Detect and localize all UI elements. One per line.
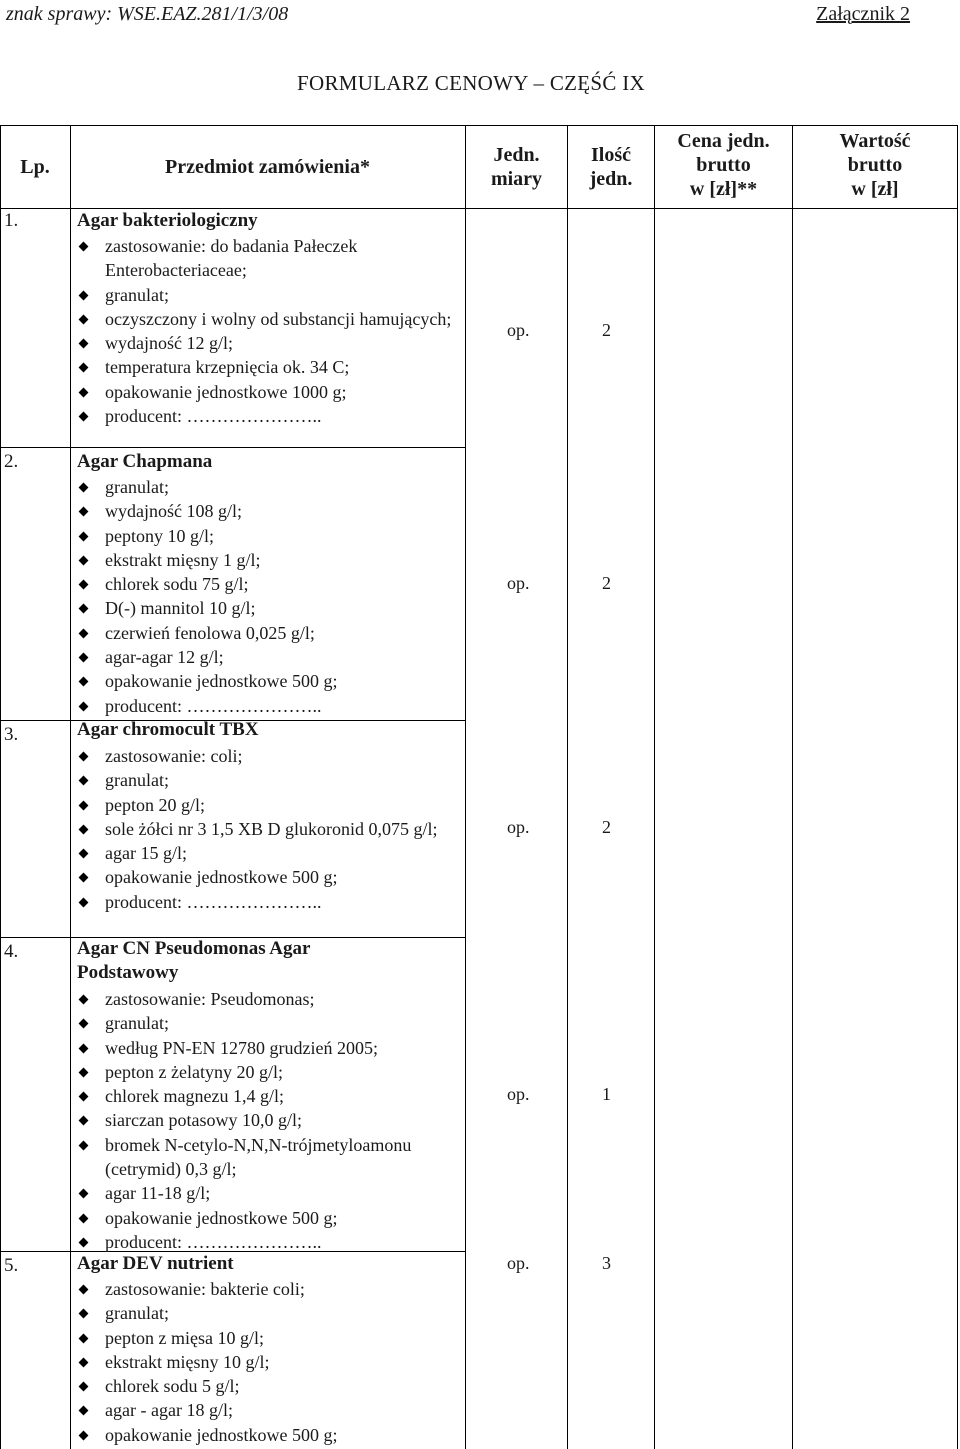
bullet-diamond-icon <box>79 1238 89 1248</box>
item-title: Agar Chapmana <box>77 451 213 472</box>
header-value-line3: w [zł] <box>851 178 899 200</box>
bullet-diamond-icon <box>79 1406 89 1416</box>
bullet-diamond-icon <box>79 339 89 349</box>
spec-item: granulat; <box>78 475 455 499</box>
spec-item: chlorek sodu 5 g/l; <box>78 1374 455 1398</box>
bullet-diamond-icon <box>79 242 89 252</box>
row-number: 1. <box>4 210 19 231</box>
col-divider-qty <box>654 125 655 1449</box>
col-divider-unit <box>567 125 568 1449</box>
bullet-diamond-icon <box>79 483 89 493</box>
spec-item: granulat; <box>78 283 455 307</box>
spec-item: D(-) mannitol 10 g/l; <box>78 596 455 620</box>
spec-item: chlorek sodu 75 g/l; <box>78 572 455 596</box>
header-value-line1: Wartość <box>839 130 911 152</box>
row-number: 4. <box>4 941 19 962</box>
header-price <box>655 129 792 201</box>
bullet-diamond-icon <box>79 1043 89 1053</box>
header-qty-line2: jedn. <box>589 168 633 190</box>
item-spec-list <box>78 1277 455 1447</box>
bullet-diamond-icon <box>79 800 89 810</box>
spec-item: agar - agar 18 g/l; <box>78 1398 455 1422</box>
unit-of-measure: op. <box>507 1253 530 1273</box>
unit-of-measure: op. <box>507 573 530 593</box>
spec-item: opakowanie jednostkowe 500 g; <box>78 1206 455 1230</box>
bullet-diamond-icon <box>79 412 89 422</box>
bullet-diamond-icon <box>79 1430 89 1440</box>
bullet-diamond-icon <box>79 387 89 397</box>
row-number: 5. <box>4 1255 19 1276</box>
header-price-line3: w [zł]** <box>689 178 758 200</box>
bullet-diamond-icon <box>79 677 89 687</box>
header-price-line2: brutto <box>696 154 751 176</box>
spec-item: chlorek magnezu 1,4 g/l; <box>78 1084 455 1108</box>
unit-of-measure: op. <box>507 817 530 837</box>
row-number: 3. <box>4 724 19 745</box>
spec-item: peptony 10 g/l; <box>78 524 455 548</box>
spec-item: granulat; <box>78 1011 455 1035</box>
row-number: 2. <box>4 451 19 472</box>
bullet-diamond-icon <box>79 604 89 614</box>
spec-item: oczyszczony i wolny od substancji hamujących; <box>78 307 455 331</box>
case-reference: znak sprawy: WSE.EAZ.281/1/3/08 <box>6 3 289 25</box>
quantity: 3 <box>602 1253 611 1273</box>
spec-item: zastosowanie: bakterie coli; <box>78 1277 455 1301</box>
bullet-diamond-icon <box>79 995 89 1005</box>
spec-item: producent: ………………….. <box>78 694 455 718</box>
col-divider-left <box>0 125 1 1449</box>
spec-item: opakowanie jednostkowe 500 g; <box>78 865 455 889</box>
item-title-line1: Agar CN Pseudomonas Agar <box>77 938 311 959</box>
spec-item: wydajność 108 g/l; <box>78 499 455 523</box>
spec-item: siarczan potasowy 10,0 g/l; <box>78 1108 455 1132</box>
spec-item: sole żółci nr 3 1,5 XB D glukoronid 0,075 g/l; <box>78 817 455 841</box>
bullet-diamond-icon <box>79 1309 89 1319</box>
spec-item: granulat; <box>78 768 455 792</box>
bullet-diamond-icon <box>79 1140 89 1150</box>
header-price-line1: Cena jedn. <box>677 130 770 152</box>
item-title: Agar chromocult TBX <box>77 719 259 740</box>
table-top-border <box>0 125 958 126</box>
spec-item: ekstrakt mięsny 10 g/l; <box>78 1350 455 1374</box>
col-divider-lp <box>70 125 71 1449</box>
bullet-diamond-icon <box>79 1382 89 1392</box>
spec-item: producent: ………………….. <box>78 890 455 914</box>
quantity: 1 <box>602 1084 611 1104</box>
form-title: FORMULARZ CENOWY – CZĘŚĆ IX <box>297 71 645 95</box>
bullet-diamond-icon <box>79 555 89 565</box>
spec-item: producent: ………………….. <box>78 404 455 428</box>
item-title: Agar bakteriologiczny <box>77 210 258 231</box>
unit-of-measure: op. <box>507 320 530 340</box>
bullet-diamond-icon <box>79 1333 89 1343</box>
header-qty-line1: Ilość <box>591 144 631 166</box>
spec-item: zastosowanie: do badania Pałeczek Enterobacteriaceae; <box>78 234 455 283</box>
item-title-line2: Podstawowy <box>77 962 179 983</box>
quantity: 2 <box>602 573 611 593</box>
bullet-diamond-icon <box>79 1189 89 1199</box>
bullet-diamond-icon <box>79 873 89 883</box>
bullet-diamond-icon <box>79 580 89 590</box>
spec-item: agar-agar 12 g/l; <box>78 645 455 669</box>
bullet-diamond-icon <box>79 507 89 517</box>
bullet-diamond-icon <box>79 1019 89 1029</box>
col-divider-item <box>465 125 466 1449</box>
bullet-diamond-icon <box>79 1285 89 1295</box>
spec-item: pepton z mięsa 10 g/l; <box>78 1326 455 1350</box>
bullet-diamond-icon <box>79 290 89 300</box>
bullet-diamond-icon <box>79 849 89 859</box>
header-unit-line1: Jedn. <box>493 144 540 166</box>
spec-item: agar 11-18 g/l; <box>78 1181 455 1205</box>
bullet-diamond-icon <box>79 1116 89 1126</box>
spec-item: wydajność 12 g/l; <box>78 331 455 355</box>
bullet-diamond-icon <box>79 1213 89 1223</box>
bullet-diamond-icon <box>79 1357 89 1367</box>
header-unit <box>466 143 567 191</box>
col-divider-price <box>792 125 793 1449</box>
header-item: Przedmiot zamówienia* <box>165 156 370 178</box>
header-value <box>793 129 957 201</box>
bullet-diamond-icon <box>79 1092 89 1102</box>
item-spec-list <box>78 475 455 718</box>
spec-item: ekstrakt mięsny 1 g/l; <box>78 548 455 572</box>
header-value-line2: brutto <box>847 154 903 176</box>
bullet-diamond-icon <box>79 653 89 663</box>
spec-item: opakowanie jednostkowe 500 g; <box>78 669 455 693</box>
quantity: 2 <box>602 817 611 837</box>
bullet-diamond-icon <box>79 1067 89 1077</box>
item-spec-list <box>78 234 455 428</box>
spec-item: bromek N-cetylo-N,N,N-trójmetyloamonu (cetrymid) 0,3 g/l; <box>78 1133 455 1182</box>
spec-item: producent: ………………….. <box>78 1230 455 1254</box>
spec-item: zastosowanie: Pseudomonas; <box>78 987 455 1011</box>
spec-item: opakowanie jednostkowe 500 g; <box>78 1423 455 1447</box>
item-spec-list <box>78 987 455 1254</box>
spec-item: granulat; <box>78 1301 455 1325</box>
header-unit-line2: miary <box>490 168 543 190</box>
bullet-diamond-icon <box>79 628 89 638</box>
quantity: 2 <box>602 320 611 340</box>
bullet-diamond-icon <box>79 701 89 711</box>
bullet-diamond-icon <box>79 776 89 786</box>
bullet-diamond-icon <box>79 824 89 834</box>
unit-of-measure: op. <box>507 1084 530 1104</box>
spec-item: według PN-EN 12780 grudzień 2005; <box>78 1036 455 1060</box>
bullet-diamond-icon <box>79 897 89 907</box>
item-title: Agar DEV nutrient <box>77 1253 234 1274</box>
spec-item: czerwień fenolowa 0,025 g/l; <box>78 621 455 645</box>
spec-item: opakowanie jednostkowe 1000 g; <box>78 380 455 404</box>
spec-item: pepton 20 g/l; <box>78 793 455 817</box>
spec-item: pepton z żelatyny 20 g/l; <box>78 1060 455 1084</box>
item-title <box>77 937 457 985</box>
header-qty <box>568 143 654 191</box>
col-divider-right <box>957 125 958 1449</box>
bullet-diamond-icon <box>79 314 89 324</box>
spec-item: zastosowanie: coli; <box>78 744 455 768</box>
attachment-label: Załącznik 2 <box>816 3 910 25</box>
spec-item: temperatura krzepnięcia ok. 34 C; <box>78 355 455 379</box>
spec-item: agar 15 g/l; <box>78 841 455 865</box>
price-table <box>0 125 958 1449</box>
bullet-diamond-icon <box>79 363 89 373</box>
header-lp: Lp. <box>20 156 50 178</box>
item-spec-list <box>78 744 455 914</box>
bullet-diamond-icon <box>79 752 89 762</box>
bullet-diamond-icon <box>79 531 89 541</box>
